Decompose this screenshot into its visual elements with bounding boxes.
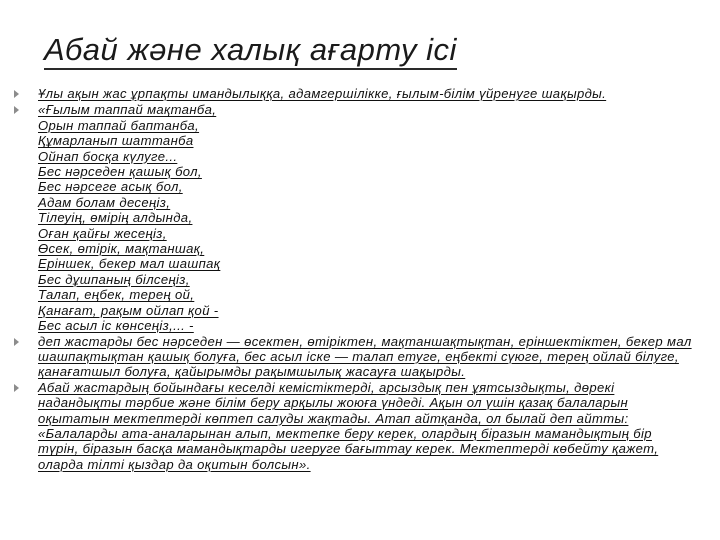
slide-title: Абай және халық ағарту ісі [44, 30, 457, 70]
poem-line: Бес нәрседен қашық бол, [38, 164, 202, 180]
bullet-list [14, 86, 716, 472]
poem-line: Тілеуің, өмірің алдында, [38, 210, 193, 226]
bullet-item [14, 334, 716, 380]
poem-line: Бес дұшпаның білсеңіз, [38, 271, 190, 287]
poem-line: Еріншек, бекер мал шашпақ [38, 256, 221, 272]
bullet-item [14, 102, 716, 333]
text-line: надандықты тәрбие және білім беру арқылы жоюға үндеді. Ақын ол үшін қазақ балаларын [38, 395, 629, 411]
poem-line: Ойнап босқа күлуге... [38, 148, 178, 164]
poem-line: Қанағат, рақым ойлап қой - [38, 302, 219, 318]
poem-line: «Ғылым таппай мақтанба, [38, 102, 217, 118]
triangle-bullet-icon [14, 90, 19, 98]
text-line: қанағатшыл болуға, қайырымды рақымшылық жасауға шақырды. [38, 364, 466, 380]
text-line: Абай жастардың бойындағы кеселді кемістіктерді, арсыздық пен ұятсыздықты, дөрекі [38, 379, 615, 395]
poem-line: Орын таппай баптанба, [38, 117, 200, 133]
triangle-bullet-icon [14, 384, 19, 392]
text-line: оларда тілті қыздар да оқитын болсын». [38, 456, 311, 472]
poem-line: Адам болам десеңіз, [38, 194, 171, 210]
poem-line: Өсек, өтірік, мақтаншақ, [38, 241, 205, 257]
poem-line: Талап, еңбек, терең ой, [38, 287, 195, 303]
triangle-bullet-icon [14, 106, 19, 114]
text-line: түрін, біразын басқа мамандықтарды игеруге бағыттау керек. Мектептерді көбейту қажет, [38, 441, 659, 457]
text-line: шашпақтықтан қашық болуға, бес асыл іске — талап етуге, еңбекті сүюге, терең ойлай білуге, [38, 348, 679, 364]
text-line: Ұлы ақын жас ұрпақты имандылыққа, адамгершілікке, ғылым-білім үйренуге шақырды. [38, 86, 607, 101]
text-line: деп жастарды бес нәрседен — өсектен, өтіріктен, мақтаншақтықтан, еріншектіктен, бекер мал [38, 333, 692, 349]
bullet-item [14, 380, 716, 472]
text-line: оқытатын мектептерді көптеп салуды жақтады. Атап айтқанда, ол былай деп айтты: [38, 410, 629, 426]
poem-line: Бес асыл іс көнсеңіз,... - [38, 318, 194, 334]
text-line: «Балаларды ата-аналарынан алып, мектепке беру керек, олардың біразын мамандықтың бір [38, 425, 652, 441]
poem-line: Құмарланып шаттанба [38, 133, 194, 149]
poem-line: Оған қайғы жесеңіз, [38, 225, 167, 241]
poem-line: Бес нәрсеге асық бол, [38, 179, 183, 195]
triangle-bullet-icon [14, 338, 19, 346]
bullet-item [14, 86, 716, 101]
